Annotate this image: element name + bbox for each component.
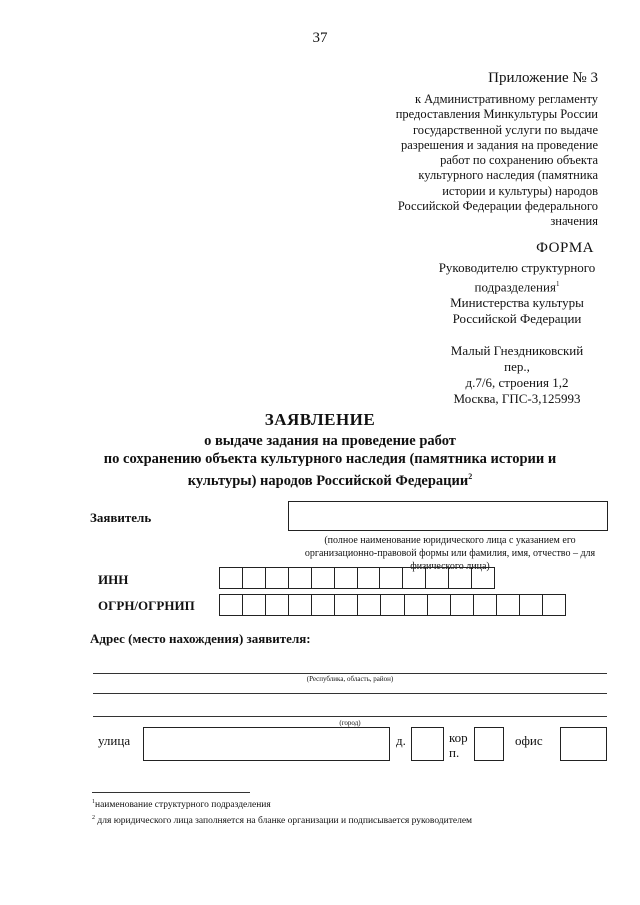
digit-cell[interactable] xyxy=(220,595,243,615)
house-field[interactable] xyxy=(411,727,444,761)
address-city-line[interactable] xyxy=(93,716,607,717)
appendix-line: предоставления Минкультуры России xyxy=(395,107,598,122)
street-label: улица xyxy=(98,733,131,748)
digit-cell[interactable] xyxy=(220,568,243,588)
applicant-label: Заявитель xyxy=(90,510,152,525)
appendix-regulation-text xyxy=(380,92,598,230)
appendix-line: культурного наследия (памятника xyxy=(418,168,598,183)
footnote-1: $^1$наименование структурного подразделения xyxy=(92,799,271,811)
addressee-block xyxy=(412,260,622,407)
ogrn-field[interactable] xyxy=(219,594,566,616)
digit-cell[interactable] xyxy=(520,595,543,615)
digit-cell[interactable] xyxy=(449,568,472,588)
digit-cell[interactable] xyxy=(380,568,403,588)
form-label: ФОРМА xyxy=(536,240,594,256)
statement-subtitle: о выдаче задания на проведение работ по сохранению объекта культурного наследия (памятника истории и культуры) народов Российской Федерации$^2$ xyxy=(103,433,557,489)
ogrn-label: ОГРН/ОГРНИП xyxy=(98,598,195,613)
address-region-line-2[interactable] xyxy=(93,693,607,694)
region-caption: (Республика, область, район) xyxy=(306,675,394,683)
office-label: офис xyxy=(515,733,543,748)
digit-cell[interactable] xyxy=(312,595,335,615)
digit-cell[interactable] xyxy=(289,568,312,588)
digit-cell[interactable] xyxy=(474,595,497,615)
addressee-line: пер., xyxy=(504,359,530,375)
addressee-line: Руководителю структурного xyxy=(438,260,596,275)
inn-label: ИНН xyxy=(98,572,129,587)
digit-cell[interactable] xyxy=(335,568,358,588)
digit-cell[interactable] xyxy=(472,568,494,588)
appendix-line: государственной услуги по выдаче xyxy=(412,122,598,137)
city-caption: (город) xyxy=(339,719,361,727)
addressee-line: Малый Гнездниковский xyxy=(450,343,584,359)
address-region-line[interactable] xyxy=(93,673,607,674)
addressee-line: Российской Федерации xyxy=(452,311,582,327)
addressee-line: подразделения$^1$ xyxy=(474,279,560,295)
digit-cell[interactable] xyxy=(428,595,451,615)
footnote-2: $^2$ для юридического лица заполняется на бланке организации и подписывается руководителем xyxy=(92,815,473,827)
digit-cell[interactable] xyxy=(405,595,428,615)
appendix-line: к Административному регламенту xyxy=(414,92,598,106)
digit-cell[interactable] xyxy=(289,595,312,615)
digit-cell[interactable] xyxy=(335,595,358,615)
statement-title: ЗАЯВЛЕНИЕ xyxy=(264,410,376,429)
digit-cell[interactable] xyxy=(497,595,520,615)
digit-cell[interactable] xyxy=(266,595,289,615)
appendix-line: истории и культуры) народов xyxy=(442,183,598,198)
digit-cell[interactable] xyxy=(312,568,335,588)
office-field[interactable] xyxy=(560,727,607,761)
digit-cell[interactable] xyxy=(358,595,381,615)
digit-cell[interactable] xyxy=(381,595,404,615)
digit-cell[interactable] xyxy=(243,595,266,615)
digit-cell[interactable] xyxy=(426,568,449,588)
building-label: кор п. xyxy=(449,730,468,760)
appendix-line: значения xyxy=(550,214,598,229)
digit-cell[interactable] xyxy=(543,595,565,615)
footnotes xyxy=(92,796,592,828)
footnote-separator xyxy=(92,792,250,793)
appendix-line: Российской Федерации федерального xyxy=(397,199,598,214)
building-field[interactable] xyxy=(474,727,504,761)
page-number: 37 xyxy=(312,30,328,46)
house-label: д. xyxy=(396,733,406,748)
applicant-field[interactable] xyxy=(288,501,608,531)
footnote-ref: 2 xyxy=(468,472,473,481)
footnote-ref: 1 xyxy=(555,280,560,288)
addressee-line: д.7/6, строения 1,2 xyxy=(465,375,569,391)
street-field[interactable] xyxy=(143,727,390,761)
digit-cell[interactable] xyxy=(358,568,381,588)
digit-cell[interactable] xyxy=(243,568,266,588)
appendix-line: разрешения и задания на проведение xyxy=(400,137,598,152)
inn-field[interactable] xyxy=(219,567,495,589)
address-label: Адрес (место нахождения) заявителя: xyxy=(90,631,311,646)
digit-cell[interactable] xyxy=(403,568,426,588)
applicant-caption: (полное наименование юридического лица с указанием его организационно-правовой формы или фамилия, имя, отчество – для физического лица) xyxy=(304,535,596,572)
appendix-line: работ по сохранению объекта xyxy=(440,153,598,168)
digit-cell[interactable] xyxy=(266,568,289,588)
digit-cell[interactable] xyxy=(451,595,474,615)
addressee-line: Министерства культуры xyxy=(450,295,584,311)
addressee-line: Москва, ГПС-3,125993 xyxy=(453,391,581,407)
appendix-title: Приложение № 3 xyxy=(488,70,598,86)
